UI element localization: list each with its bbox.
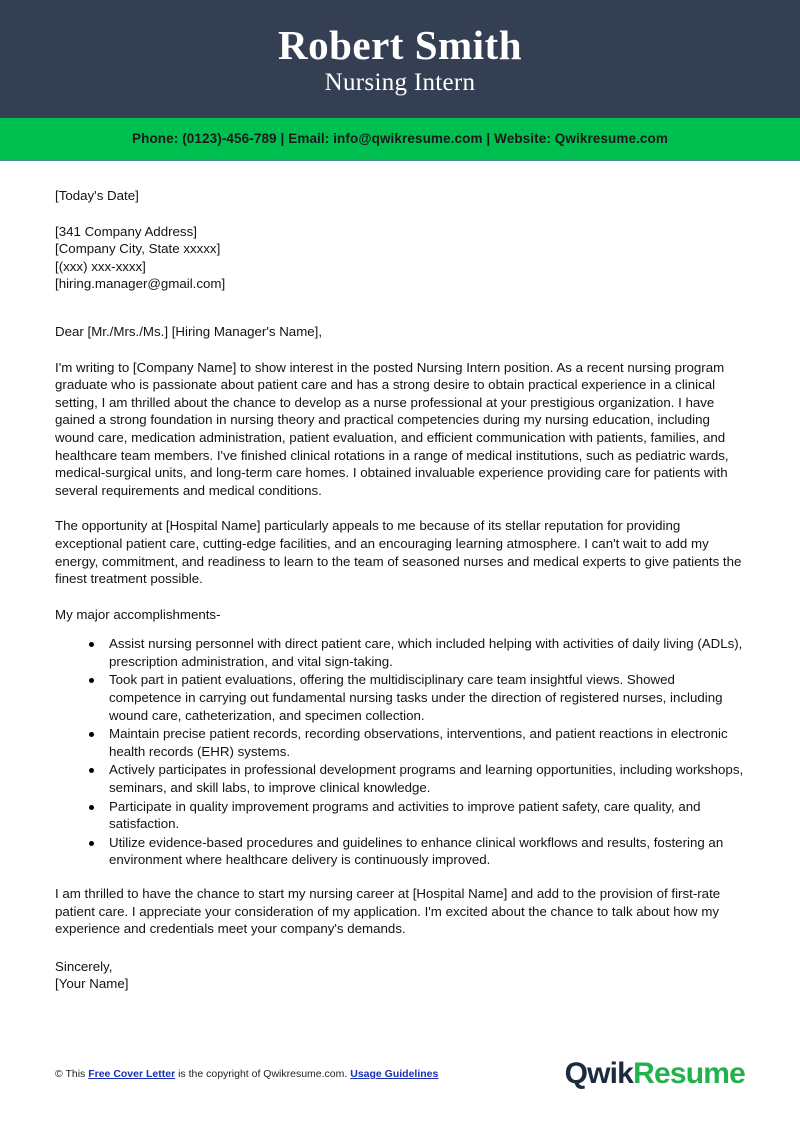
- footer-copyright-middle: is the copyright of Qwikresume.com.: [175, 1068, 351, 1080]
- qwikresume-logo: [565, 1059, 745, 1089]
- sign-off-text: Sincerely,: [55, 958, 113, 974]
- date-line: [Today's Date]: [55, 188, 139, 203]
- job-title: Nursing Intern: [324, 68, 476, 96]
- list-item: Participate in quality improvement programs and activities to improve patient safety, care quality, and satisfaction.: [109, 798, 745, 833]
- salutation: Dear [Mr./Mrs./Ms.] [Hiring Manager's Name],: [55, 323, 323, 339]
- recipient-line: [(xxx) xxx-xxxx]: [55, 258, 146, 274]
- logo-text-resume: Resume: [633, 1057, 745, 1090]
- accomplishments-list: [55, 635, 745, 869]
- usage-guidelines-link[interactable]: Usage Guidelines: [350, 1068, 439, 1080]
- list-item: Actively participates in professional development programs and learning opportunities, including workshops, seminars, and skill labs, to improve clinical knowledge.: [109, 762, 744, 796]
- letter-body: [0, 161, 800, 993]
- page-title: Robert Smith: [277, 21, 522, 68]
- recipient-line: [Company City, State xxxxx]: [55, 241, 221, 257]
- closing-paragraph: I am thrilled to have the chance to start my nursing career at [Hospital Name] and add to the provision of first-rate patient care. I appreciate your consideration of my application. I'm excited about the chance to talk about how my experience and credentials meet your company's demands.: [55, 886, 721, 937]
- sign-off-block: [55, 958, 745, 993]
- contact-band: [0, 118, 800, 161]
- logo-text-qwik: Qwik: [564, 1057, 634, 1090]
- free-cover-letter-link[interactable]: Free Cover Letter: [88, 1068, 176, 1080]
- footer-copyright: [55, 1067, 438, 1081]
- list-item: Took part in patient evaluations, offering the multidisciplinary care team insightful views. Showed competence in carrying out fundamental nursing tasks under the direction of registered nurses, including wound care, catheterization, and specimen collection.: [109, 671, 745, 724]
- recipient-line: [341 Company Address]: [55, 223, 197, 239]
- recipient-address-block: [55, 223, 745, 293]
- list-item: Maintain precise patient records, recording observations, interventions, and patient reactions in electronic health records (EHR) systems.: [109, 725, 745, 760]
- page-footer: [0, 1052, 800, 1096]
- list-item: Utilize evidence-based procedures and guidelines to enhance clinical workflows and results, fostering an environment where healthcare delivery is continuously improved.: [109, 834, 745, 869]
- signature-name: [Your Name]: [55, 976, 129, 992]
- contact-line: Phone: (0123)-456-789 | Email: info@qwikresume.com | Website: Qwikresume.com: [132, 131, 668, 146]
- accomplishments-heading: My major accomplishments-: [55, 606, 221, 622]
- footer-copyright-prefix: © This: [55, 1068, 89, 1080]
- body-paragraph-2: The opportunity at [Hospital Name] particularly appeals to me because of its stellar reputation for providing exceptional patient care, cutting-edge facilities, and an encouraging learning atmosphere. I can't wait to add my energy, commitment, and readiness to learn to the team of seasoned nurses and medical experts to give patients the finest treatment possible.: [55, 518, 742, 587]
- header-name-band: [0, 0, 800, 118]
- list-item: Assist nursing personnel with direct patient care, which included helping with activities of daily living (ADLs), prescription administration, and vital sign-taking.: [109, 635, 745, 670]
- body-paragraph-1: I'm writing to [Company Name] to show interest in the posted Nursing Intern position. As a recent nursing program graduate who is passionate about patient care and has a strong desire to obtain practical experience in a clinical setting, I am thrilled about the chance to develop as a nurse professional at your prestigious organization. I have gained a strong foundation in nursing theory and practical competencies during my nursing education, including wound care, medication administration, patient evaluation, and efficient communication with patients, families, and healthcare team members. I've finished clinical rotations in a range of medical institutions, such as pediatric wards, medical-surgical units, and long-term care homes. I obtained invaluable experience providing care for patients with several requirements and medical conditions.: [55, 359, 729, 498]
- recipient-line: [hiring.manager@gmail.com]: [55, 276, 226, 292]
